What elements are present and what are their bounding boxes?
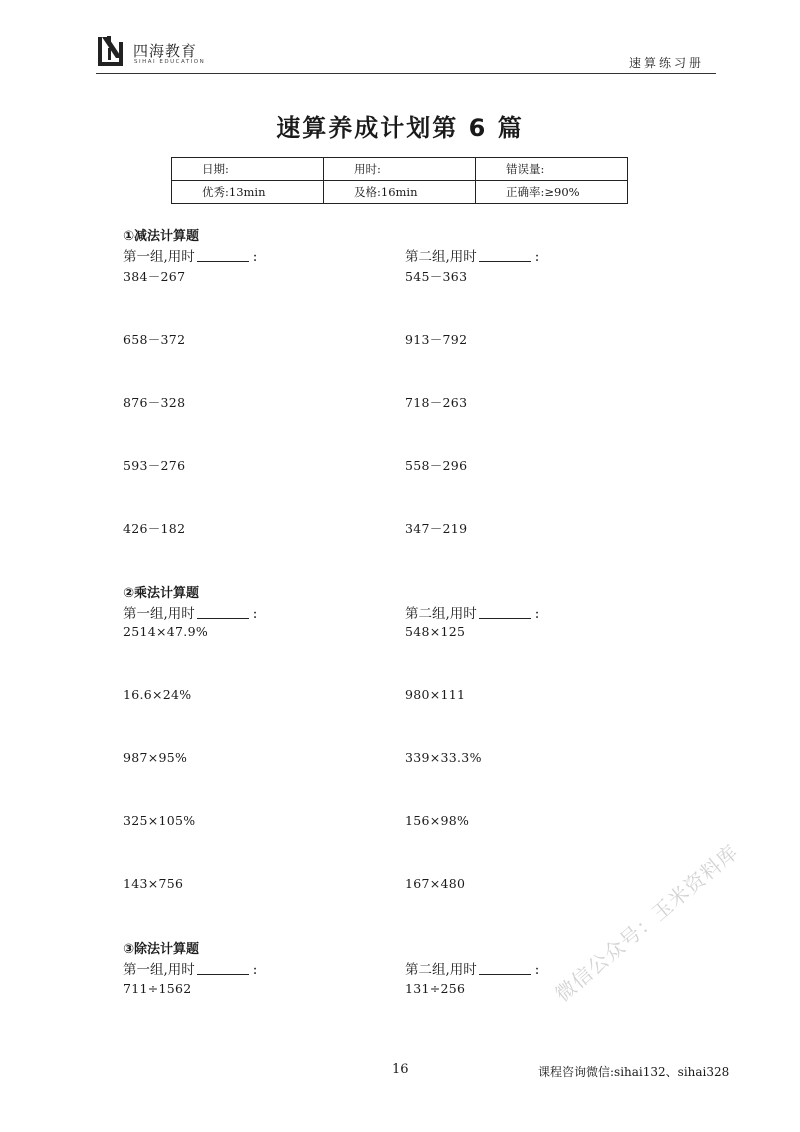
group-label: 第二组,用时	[405, 249, 477, 265]
problem: 2514×47.9%	[123, 624, 208, 639]
table-row	[172, 181, 628, 204]
time-blank	[197, 974, 249, 975]
header-divider	[96, 73, 716, 74]
group2-timer-label: 第二组,用时 :	[405, 962, 540, 978]
problem: 339×33.3%	[405, 750, 482, 765]
pass-time: 及格:16min	[324, 181, 476, 204]
problem: 384－267	[123, 269, 186, 284]
problem: 711÷1562	[123, 981, 192, 996]
table-row	[172, 158, 628, 181]
problem: 987×95%	[123, 750, 188, 765]
stats-table	[171, 157, 628, 204]
sihai-logo-icon	[96, 34, 126, 68]
problem: 426－182	[123, 521, 186, 536]
section-heading-multiplication: ②乘法计算题	[123, 586, 200, 601]
group1-timer-label: 第一组,用时 :	[123, 606, 258, 622]
time-blank	[479, 974, 531, 975]
brand-name-cn: 四海教育	[133, 42, 198, 60]
problem: 980×111	[405, 687, 466, 702]
problem: 325×105%	[123, 813, 196, 828]
excellent-time: 优秀:13min	[172, 181, 324, 204]
problem: 658－372	[123, 332, 186, 347]
page-number: 16	[392, 1062, 409, 1077]
problem: 167×480	[405, 876, 466, 891]
accuracy-target: 正确率:≥90%	[476, 181, 628, 204]
group-label: 第一组,用时	[123, 962, 195, 978]
watermark-text: 微信公众号：玉米资料库	[550, 839, 743, 1007]
brand-name-en: SIHAI EDUCATION	[134, 59, 206, 65]
problem: 347－219	[405, 521, 468, 536]
section-heading-subtraction: ①减法计算题	[123, 229, 200, 244]
problem: 545－363	[405, 269, 468, 284]
group-label: 第二组,用时	[405, 962, 477, 978]
group-label: 第一组,用时	[123, 606, 195, 622]
problem: 558－296	[405, 458, 468, 473]
time-blank	[197, 618, 249, 619]
group1-timer-label: 第一组,用时 :	[123, 249, 258, 265]
workbook-title: 速算练习册	[628, 56, 704, 70]
section-heading-division: ③除法计算题	[123, 942, 200, 957]
problem: 143×756	[123, 876, 184, 891]
time-blank	[197, 261, 249, 262]
time-blank	[479, 261, 531, 262]
error-count-field: 错误量:	[476, 158, 628, 181]
group1-timer-label: 第一组,用时 :	[123, 962, 258, 978]
time-blank	[479, 618, 531, 619]
problem: 876－328	[123, 395, 186, 410]
group2-timer-label: 第二组,用时 :	[405, 249, 540, 265]
problem: 718－263	[405, 395, 468, 410]
problem: 131÷256	[405, 981, 466, 996]
group-label: 第二组,用时	[405, 606, 477, 622]
group-label: 第一组,用时	[123, 249, 195, 265]
page-header	[0, 0, 800, 80]
problem: 913－792	[405, 332, 468, 347]
time-field: 用时:	[324, 158, 476, 181]
problem: 593－276	[123, 458, 186, 473]
problem: 548×125	[405, 624, 466, 639]
date-field: 日期:	[172, 158, 324, 181]
group2-timer-label: 第二组,用时 :	[405, 606, 540, 622]
page-title: 速算养成计划第 6 篇	[276, 114, 524, 142]
problem: 16.6×24%	[123, 687, 192, 702]
consult-contact: 课程咨询微信:sihai132、sihai328	[538, 1065, 730, 1079]
problem: 156×98%	[405, 813, 470, 828]
